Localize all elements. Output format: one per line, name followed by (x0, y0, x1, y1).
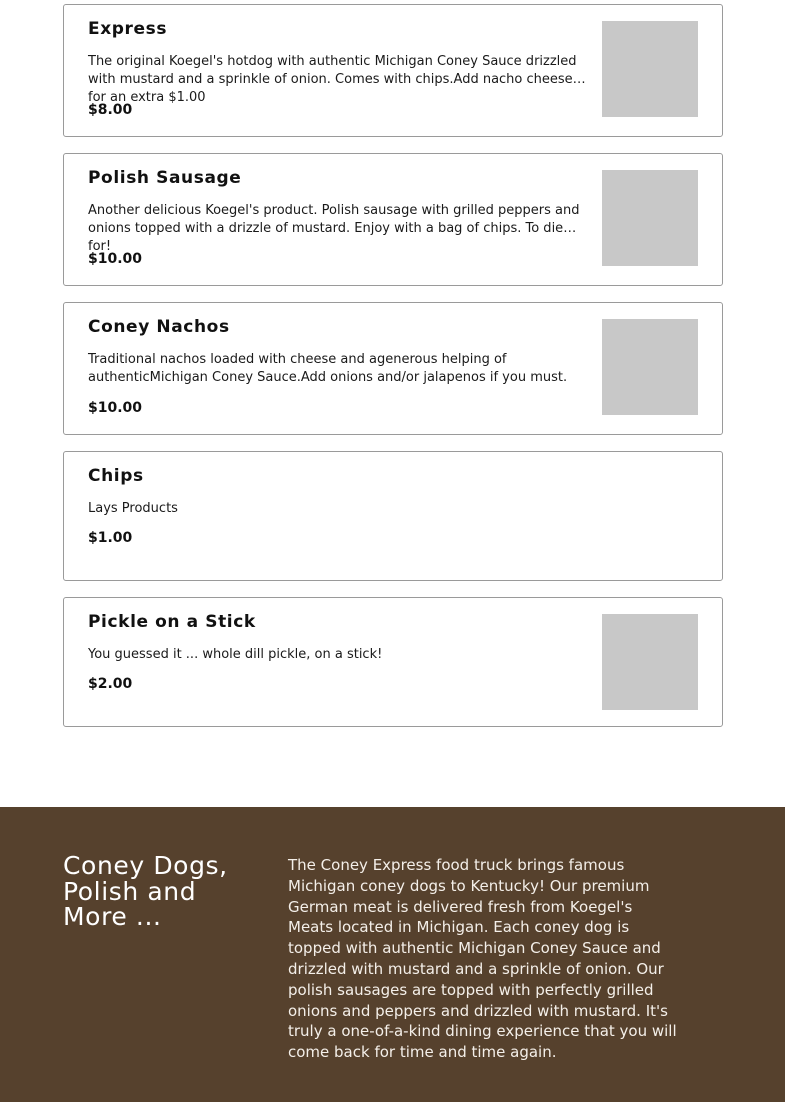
menu-item-image (602, 21, 698, 117)
menu-item-text (88, 168, 588, 254)
menu-item-description: Another delicious Koegel's product. Polish sausage with grilled peppers and onions topped with a drizzle of mustard. Enjoy with a bag of chips. To die for! (88, 203, 580, 254)
menu-item-text (88, 19, 588, 105)
footer-title: Coney Dogs, Polish and More ... (63, 851, 228, 931)
menu-item-express[interactable] (63, 4, 723, 137)
menu-item-description: Lays Products (88, 501, 178, 516)
menu-item-name: Express (88, 19, 168, 39)
menu-item-price: $10.00 (88, 400, 143, 416)
menu-item-name: Polish Sausage (88, 168, 242, 188)
menu-item-image (602, 170, 698, 266)
menu-item-price: $8.00 (88, 102, 133, 118)
menu-item-image (602, 614, 698, 710)
menu-item-name: Pickle on a Stick (88, 612, 256, 632)
menu-item-coney-nachos[interactable] (63, 302, 723, 435)
menu-item-description: You guessed it ... whole dill pickle, on a stick! (88, 647, 383, 662)
menu-list (63, 4, 723, 743)
menu-item-text (88, 317, 588, 387)
site-footer (0, 807, 785, 1102)
menu-item-name: Chips (88, 466, 144, 486)
menu-item-description: Traditional nachos loaded with cheese and agenerous helping of authenticMichigan Coney Sauce.Add onions and/or jalapenos if you must. (88, 352, 568, 385)
menu-item-description: The original Koegel's hotdog with authentic Michigan Coney Sauce drizzled with mustard and a sprinkle of onion. Comes with chips.Add nacho cheese for an extra $1.00 (88, 54, 577, 105)
menu-item-name: Coney Nachos (88, 317, 230, 337)
menu-item-price: $2.00 (88, 676, 133, 692)
menu-item-image (602, 319, 698, 415)
menu-item-polish-sausage[interactable] (63, 153, 723, 286)
menu-item-pickle-on-a-stick[interactable] (63, 597, 723, 727)
menu-item-text (88, 612, 588, 664)
menu-item-price: $1.00 (88, 530, 133, 546)
menu-item-price: $10.00 (88, 251, 143, 267)
menu-item-chips[interactable] (63, 451, 723, 581)
menu-item-text (88, 466, 588, 518)
footer-description: The Coney Express food truck brings famous Michigan coney dogs to Kentucky! Our premium German meat is delivered fresh from Koegel's Meats located in Michigan. Each coney dog is topped with authentic Michigan Coney Sauce and drizzled with mustard and a sprinkle of onion. Our polish sausages are topped with perfectly grilled onions and peppers and drizzled with mustard. It's truly a one-of-a-kind dining experience that you will come back for time and time again. (288, 856, 677, 1062)
